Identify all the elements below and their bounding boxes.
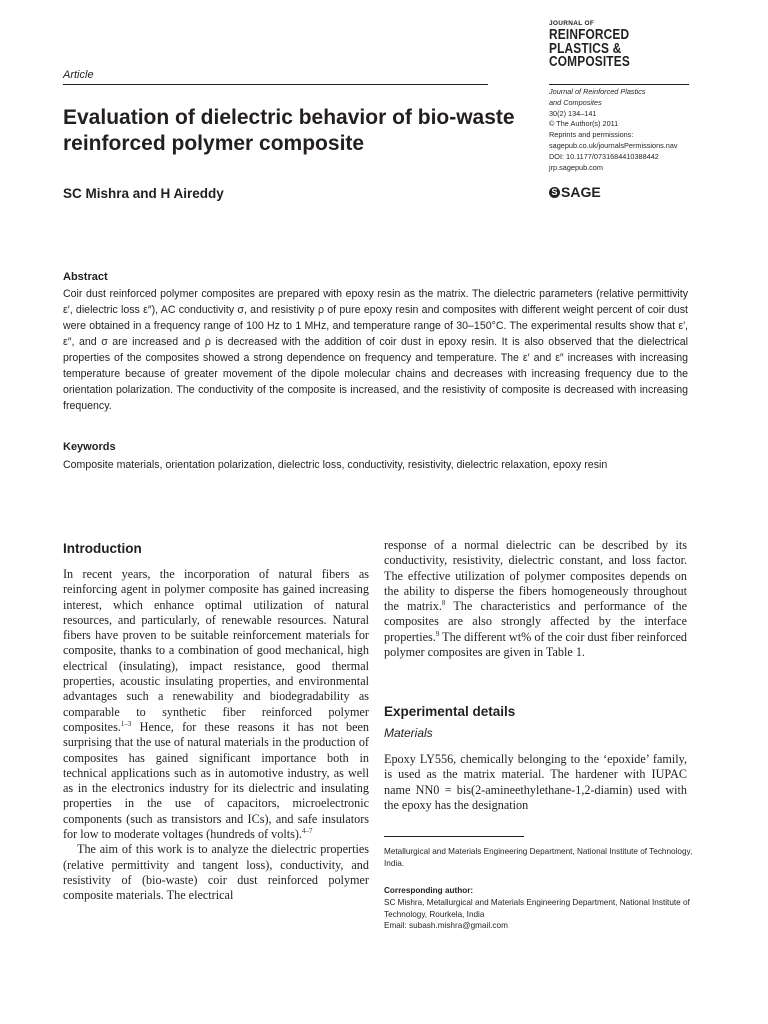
materials-subheading: Materials [384,726,433,740]
meta-rule [549,84,689,85]
article-type: Article [63,69,94,81]
corresponding-author-details [384,897,694,932]
footnote-rule [384,836,524,837]
meta-site-link[interactable]: jrp.sagepub.com [549,162,603,172]
meta-volume: 30(2) 134–141 [549,108,597,118]
header-rule [63,84,488,85]
intro-paragraph-2: The aim of this work is to analyze the dielectric properties (relative permittivity and tangent loss), conductivity, and resistivity of (bio-waste) coir dust reinforced polymer composite materials. The electrical [63,842,369,903]
journal-logo [549,29,656,70]
citation-ref[interactable]: 9 [435,629,440,638]
paper-title: Evaluation of dielectric behavior of bio-waste reinforced polymer composite [63,106,515,155]
paper-authors: SC Mishra and H Aireddy [63,186,224,201]
intro-paragraph-3: response of a normal dielectric can be described by its conductivity, resistivity, dielectric constant, and loss factor. The effective utilization of polymer composites depends on the ability to disperse the fibers homogeneously throughout the matrix.$^8$ The characteristics and performance of the composites are also strongly affected by the interface properties.$^9$ The different wt% of the coir dust fiber reinforced polymer composites are given in Table 1. [384,538,688,660]
keywords-text: Composite materials, orientation polarization, dielectric loss, conductivity, resistivity, dielectric relaxation, epoxy resin [63,459,608,471]
meta-reprints-link[interactable]: sagepub.co.uk/journalsPermissions.nav [549,140,678,150]
publisher-name: SAGE [561,184,601,200]
meta-copyright: © The Author(s) 2011 [549,119,619,129]
introduction-heading: Introduction [63,541,142,556]
journal-name-line-2: PLASTICS & [549,40,622,57]
experimental-heading: Experimental details [384,704,516,719]
meta-journal-line-1: Journal of Reinforced Plastics [549,87,646,96]
meta-journal-line-2: and Composites [549,97,602,107]
journal-of-label: JOURNAL OF [549,20,595,27]
meta-doi[interactable]: DOI: 10.1177/0731684410388442 [549,151,659,161]
corresponding-author-email[interactable]: Email: subash.mishra@gmail.com [384,921,508,930]
sage-logo-icon: S [549,187,560,198]
affiliation-footnote: Metallurgical and Materials Engineering Department, National Institute of Technology, India. [384,847,693,868]
introduction-column-right [384,538,687,660]
abstract-heading: Abstract [63,271,108,283]
introduction-column-left [63,567,369,904]
publisher-logo [549,184,601,200]
journal-name-line-1: REINFORCED [549,27,630,43]
materials-text: Epoxy LY556, chemically belonging to the ‘epoxide’ family, is used as the matrix material. The hardener with IUPAC name NN0 = bis(2-amineethylethane-1,2-diamin) used with the epoxy has the designation [384,752,687,812]
abstract-text: Coir dust reinforced polymer composites are prepared with epoxy resin as the matrix. The dielectric parameters (relative permittivity ε′, dielectric loss ε″), AC conductivity σ, and resistivity ρ of pure epoxy resin and composites with different weight percent of coir dust were obtained in a frequency range of 100 Hz to 1 MHz, and temperature range of 30–150°C. The experimental results show that ε′, ε″, and σ are increased and ρ is decreased with the addition of coir dust in epoxy resin. It is also observed that the dielectrical properties of the composites showed a strong dependence on frequency and temperature. The ε′ and ε″ increases with increasing temperature because of greater movement of the dipole molecular chains and decreases with increasing frequency due to the orientation polarization. The conductivity of the composite is increased, and the resistivity of composite is decreased with increasing frequency. [63,288,688,412]
citation-ref[interactable]: 8 [441,599,446,608]
corresponding-author-name: SC Mishra, Metallurgical and Materials Engineering Department, National Institute of Technology, Rourkela, India [384,898,690,919]
journal-name-line-3: COMPOSITES [549,54,630,70]
keywords-heading: Keywords [63,441,116,453]
publication-meta [549,87,709,173]
meta-reprints: Reprints and permissions: [549,130,634,140]
corresponding-author-heading: Corresponding author: [384,886,474,895]
intro-paragraph-1: In recent years, the incorporation of natural fibers as reinforcing agent in polymer composite has gained increasing interest, which enhance optimal utilization of natural resources, and particularly, of renewable resources. Natural fibers have proven to be suitable reinforcement materials for composite, thanks to a combination of good mechanical, high electrical (insulating), impact resistance, good thermal properties, acoustic insulating properties, and environmental advantages such a renewability and biodegradability as comparable to synthetic fiber reinforced polymer composites.$^{1-3}$ Hence, for these reasons it has not been surprising that the use of natural materials in the production of composites has gained significant importance both in technical applications such as in automotive industry, as well as in the electronics industry for its dielectric and insulating properties in the use of capacitors, microelectronic components (such as transistors and ICs), and safe insulators for low to moderate voltages (hundreds of volts).$^{4-7}$ [63,567,369,842]
citation-ref[interactable]: 4–7 [301,826,313,835]
citation-ref[interactable]: 1–3 [120,719,132,728]
